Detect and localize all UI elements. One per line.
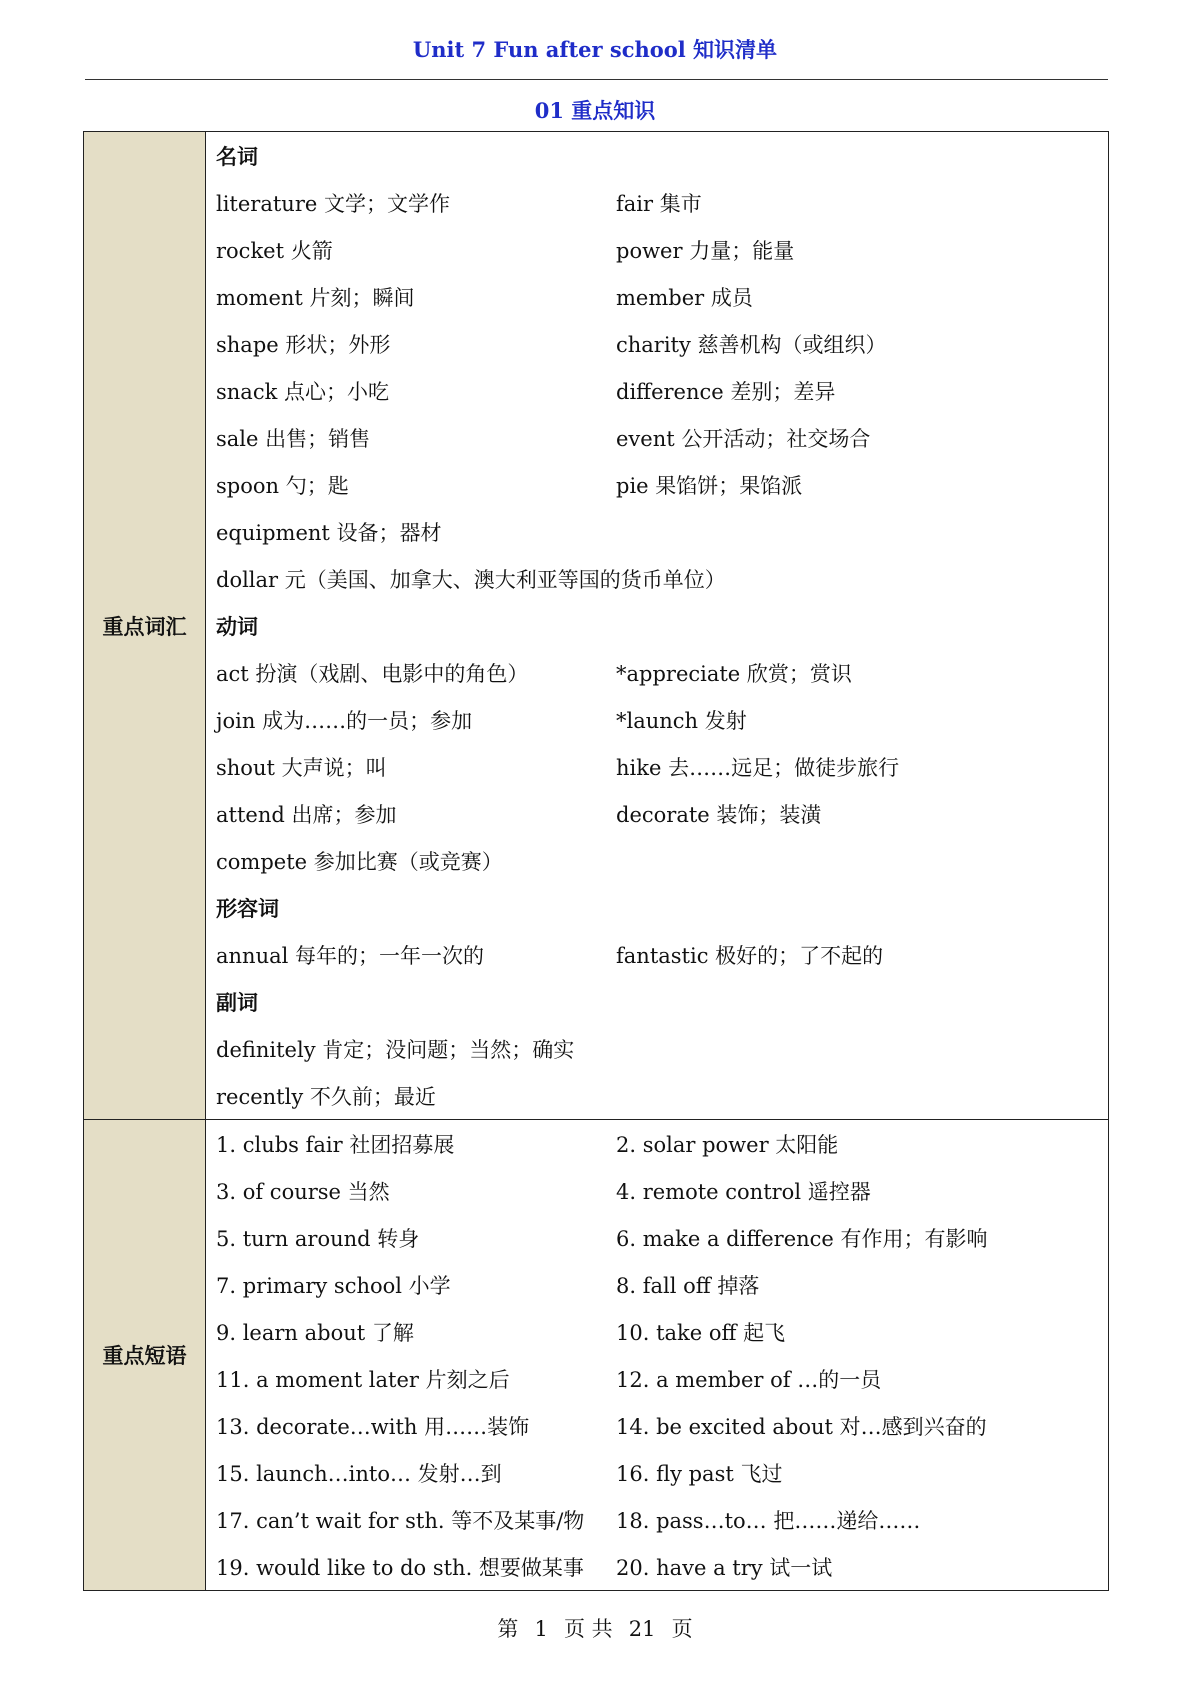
phrase-row xyxy=(216,1449,1108,1496)
noun-entry: dollar 元（美国、加拿大、澳大利亚等国的货币单位） xyxy=(216,567,726,592)
noun-row xyxy=(216,508,1108,555)
vocabulary-row xyxy=(84,132,1109,1120)
noun-entry: snack 点心；小吃 xyxy=(216,379,389,404)
noun-entry: literature 文学；文学作 xyxy=(216,191,450,216)
verb-entry: compete 参加比赛（或竞赛） xyxy=(216,849,503,874)
noun-row xyxy=(216,414,1108,461)
vocabulary-content xyxy=(206,132,1109,1120)
verb-entry: decorate 装饰；装潢 xyxy=(616,802,822,827)
phrases-label: 重点短语 xyxy=(84,1120,206,1591)
noun-row xyxy=(216,320,1108,367)
document-title: Unit 7 Fun after school 知识清单 xyxy=(412,37,778,62)
verb-row xyxy=(216,696,1108,743)
noun-row xyxy=(216,367,1108,414)
noun-entry: moment 片刻；瞬间 xyxy=(216,285,415,310)
verb-row xyxy=(216,790,1108,837)
verb-entry: act 扮演（戏剧、电影中的角色） xyxy=(216,661,529,686)
phrase-entry: 9. learn about 了解 xyxy=(216,1320,414,1345)
noun-row xyxy=(216,555,1108,602)
nouns-heading: 名词 xyxy=(216,143,258,169)
phrase-row xyxy=(216,1261,1108,1308)
phrases-row xyxy=(84,1120,1109,1591)
phrase-row xyxy=(216,1355,1108,1402)
noun-entry: fair 集市 xyxy=(616,191,702,216)
phrase-row xyxy=(216,1308,1108,1355)
noun-entry: power 力量；能量 xyxy=(616,238,795,263)
noun-entry: equipment 设备；器材 xyxy=(216,520,442,545)
adjectives-list xyxy=(216,931,1108,978)
phrase-entry: 17. can’t wait for sth. 等不及某事/物 xyxy=(216,1508,585,1533)
knowledge-table xyxy=(83,131,1109,1591)
phrase-entry: 13. decorate…with 用……装饰 xyxy=(216,1414,530,1439)
verb-entry: hike 去……远足；做徒步旅行 xyxy=(616,755,900,780)
verb-entry: join 成为……的一员；参加 xyxy=(216,708,473,733)
phrase-entry: 7. primary school 小学 xyxy=(216,1273,451,1298)
footer-suffix: 页 xyxy=(671,1617,693,1641)
noun-entry: event 公开活动；社交场合 xyxy=(616,426,871,451)
phrase-entry: 12. a member of …的一员 xyxy=(616,1367,882,1392)
adverb-entry: recently 不久前；最近 xyxy=(216,1084,436,1109)
phrase-row xyxy=(216,1496,1108,1543)
noun-entry: difference 差别；差异 xyxy=(616,379,836,404)
verb-row xyxy=(216,649,1108,696)
phrase-row xyxy=(216,1214,1108,1261)
adverb-row xyxy=(216,1072,1108,1119)
adjective-entry: fantastic 极好的；了不起的 xyxy=(616,943,884,968)
nouns-list xyxy=(216,179,1108,602)
noun-entry: shape 形状；外形 xyxy=(216,332,391,357)
phrase-entry: 11. a moment later 片刻之后 xyxy=(216,1367,510,1392)
phrase-entry: 6. make a difference 有作用；有影响 xyxy=(616,1226,988,1251)
phrase-entry: 3. of course 当然 xyxy=(216,1179,390,1204)
verb-entry: shout 大声说；叫 xyxy=(216,755,387,780)
phrase-entry: 1. clubs fair 社团招募展 xyxy=(216,1132,455,1157)
phrase-entry: 18. pass…to… 把……递给…… xyxy=(616,1508,921,1533)
noun-row xyxy=(216,226,1108,273)
verb-row xyxy=(216,837,1108,884)
verb-entry: *appreciate 欣赏；赏识 xyxy=(616,661,852,686)
noun-entry: spoon 勺；匙 xyxy=(216,473,349,498)
verbs-heading: 动词 xyxy=(216,613,258,639)
adjective-entry: annual 每年的；一年一次的 xyxy=(216,943,485,968)
footer-prefix: 第 xyxy=(497,1617,519,1641)
phrases-list xyxy=(216,1120,1108,1590)
adverbs-heading: 副词 xyxy=(216,989,258,1015)
footer-total-pages: 21 xyxy=(628,1617,656,1641)
page-footer xyxy=(0,1613,1190,1643)
phrase-entry: 2. solar power 太阳能 xyxy=(616,1132,839,1157)
noun-row xyxy=(216,273,1108,320)
phrase-entry: 19. would like to do sth. 想要做某事 xyxy=(216,1555,584,1580)
phrase-entry: 20. have a try 试一试 xyxy=(616,1555,833,1580)
noun-entry: rocket 火箭 xyxy=(216,238,333,263)
adverbs-list xyxy=(216,1025,1108,1119)
verbs-list xyxy=(216,649,1108,884)
verb-entry: attend 出席；参加 xyxy=(216,802,397,827)
noun-entry: pie 果馅饼；果馅派 xyxy=(616,473,803,498)
verb-entry: *launch 发射 xyxy=(616,708,747,733)
noun-entry: member 成员 xyxy=(616,285,753,310)
phrase-row xyxy=(216,1543,1108,1590)
adverb-row xyxy=(216,1025,1108,1072)
phrase-entry: 10. take off 起飞 xyxy=(616,1320,786,1345)
phrase-entry: 5. turn around 转身 xyxy=(216,1226,420,1251)
footer-mid: 页 共 xyxy=(563,1617,613,1641)
section-title: 01 重点知识 xyxy=(534,98,656,123)
phrase-row xyxy=(216,1120,1108,1167)
phrase-entry: 16. fly past 飞过 xyxy=(616,1461,783,1486)
noun-row xyxy=(216,179,1108,226)
phrase-entry: 15. launch…into… 发射…到 xyxy=(216,1461,502,1486)
verb-row xyxy=(216,743,1108,790)
phrases-content xyxy=(206,1120,1109,1591)
adjective-row xyxy=(216,931,1108,978)
phrase-row xyxy=(216,1167,1108,1214)
noun-row xyxy=(216,461,1108,508)
adjectives-heading: 形容词 xyxy=(216,895,279,921)
adverb-entry: definitely 肯定；没问题；当然；确实 xyxy=(216,1037,575,1062)
vocabulary-label: 重点词汇 xyxy=(84,132,206,1120)
noun-entry: charity 慈善机构（或组织） xyxy=(616,332,887,357)
header-divider xyxy=(85,79,1108,80)
footer-page-number: 1 xyxy=(534,1617,548,1641)
phrase-entry: 4. remote control 遥控器 xyxy=(616,1179,871,1204)
noun-entry: sale 出售；销售 xyxy=(216,426,371,451)
phrase-entry: 8. fall off 掉落 xyxy=(616,1273,760,1298)
phrase-entry: 14. be excited about 对…感到兴奋的 xyxy=(616,1414,987,1439)
phrase-row xyxy=(216,1402,1108,1449)
